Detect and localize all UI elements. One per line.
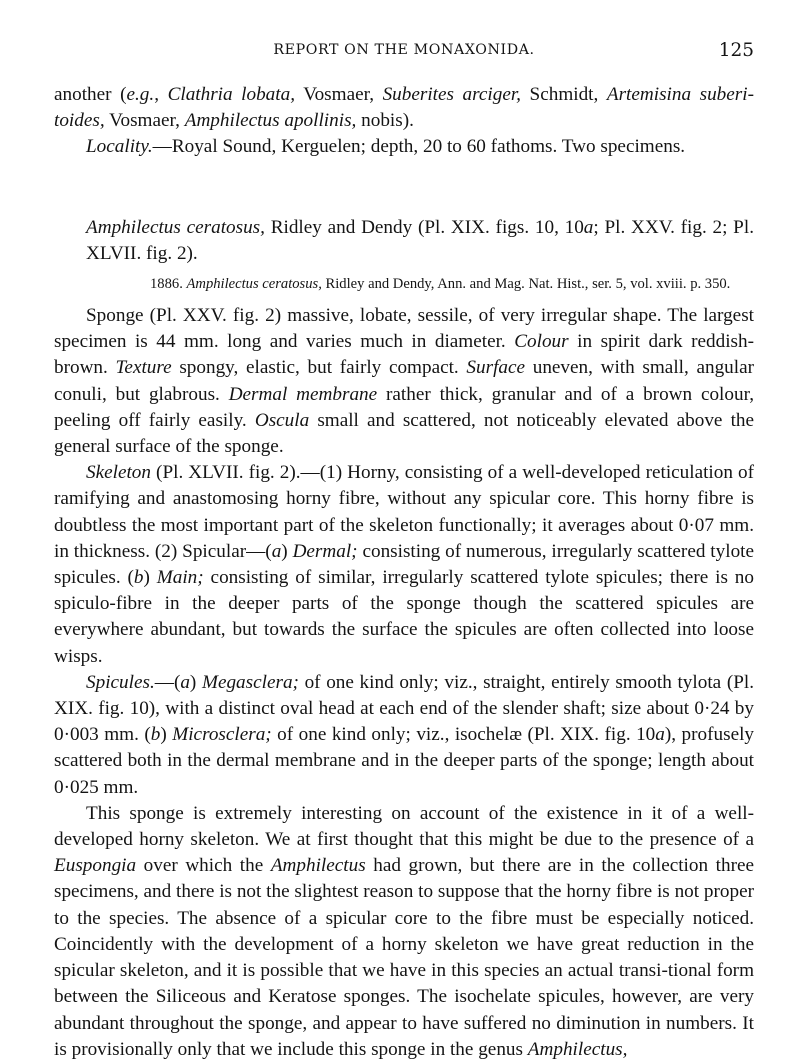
italic-run: b — [150, 724, 161, 746]
page-body — [54, 82, 754, 1063]
text-run: Schmidt, — [520, 84, 607, 105]
text-run: of one kind only; viz., isochelæ (Pl. XIX. fig. 10 — [271, 724, 656, 746]
italic-run: Artemisina suberi-toides, — [54, 84, 754, 132]
page-header — [54, 40, 754, 64]
paragraph-continuation — [54, 82, 754, 134]
text-run: Sponge (Pl. XXV. fig. 2) massive, lobate, sessile, of very irregular shape. The largest specimen is 44 mm. long and varies much in diameter. — [54, 305, 754, 353]
text-run: ), profusely scattered both in the dermal membrane and in the deeper parts of the sponge; length about 0·025 mm. — [54, 724, 755, 798]
text-run: of one kind only; viz., straight, entirely smooth tylota (Pl. XIX. fig. 10), with a distinct oval head at each end of the slender shaft; size about 0·24 by 0·003 mm. ( — [54, 671, 755, 746]
italic-run: b — [133, 567, 144, 589]
spicules-paragraph — [54, 670, 754, 801]
italic-run: Microsclera; — [172, 724, 272, 746]
species-heading — [54, 215, 754, 267]
italic-run: Amphilectus, — [527, 1038, 628, 1060]
italic-run: a — [583, 216, 594, 238]
text-run: Vosmaer, — [295, 84, 383, 105]
italic-run: a — [655, 724, 665, 746]
page-number: 125 — [718, 40, 754, 61]
text-run: Vosmaer, — [104, 110, 185, 132]
italic-run: a — [271, 540, 282, 562]
italic-run: Dermal membrane — [228, 383, 378, 405]
italic-run: Amphilectus apollinis, — [184, 110, 357, 132]
text-run: Ridley and Dendy, Ann. and Mag. Nat. Hist., ser. 5, vol. xviii. p. 350. — [321, 276, 731, 293]
text-run: consisting of numerous, irregularly scattered tylote spicules. ( — [54, 540, 755, 589]
text-run: —Royal Sound, Kerguelen; depth, 20 to 60 fathoms. Two specimens. — [152, 136, 686, 158]
skeleton-paragraph — [54, 460, 754, 670]
italic-run: Spicules. — [86, 671, 155, 693]
text-run: ) — [160, 724, 173, 746]
text-run: small and scattered, not noticeably elevated above the general surface of the sponge. — [54, 409, 755, 458]
italic-run: Amphilectus ceratosus, — [86, 216, 265, 238]
italic-run: Amphilectus ceratosus, — [186, 276, 322, 293]
text-run: in spirit dark reddish-brown. — [54, 331, 754, 379]
italic-run: Locality. — [86, 136, 153, 158]
italic-run: Euspongia — [54, 855, 137, 877]
italic-run: Dermal; — [292, 540, 358, 562]
italic-run: Texture — [115, 357, 172, 379]
italic-run: e.g. — [126, 84, 155, 105]
text-run: ) — [143, 567, 157, 589]
description-paragraph — [54, 303, 754, 460]
italic-run: Suberites arciger, — [382, 84, 521, 105]
italic-run: Oscula — [254, 409, 310, 431]
synonymy-citation — [150, 275, 754, 293]
text-run: (Pl. XLVII. fig. 2).—(1) Horny, consisting of a well-developed reticulation of ramifying and anastomosing horny fibre, without any spicular core. This horny fibre is doubtless the most important part of the skeleton functionally; it averages about 0·07 mm. in thickness. (2) Spicular—( — [54, 462, 754, 562]
italic-run: Main; — [156, 567, 204, 589]
text-run: ) — [189, 671, 202, 693]
italic-run: Amphilectus — [270, 855, 366, 877]
running-head: REPORT ON THE MONAXONIDA. — [273, 42, 535, 58]
text-run: This sponge is extremely interesting on account of the existence in it of a well-developed horny skeleton. We at first thought that this might be due to the presence of a — [54, 802, 754, 851]
discussion-paragraph — [54, 801, 754, 1063]
locality-paragraph — [54, 134, 754, 160]
italic-run: Skeleton — [86, 462, 151, 484]
text-run: uneven, with small, angular conuli, but glabrous. — [54, 357, 755, 405]
text-run: over which the — [136, 855, 271, 877]
text-run: consisting of similar, irregularly scattered tylote spicules; there is no spiculo-fibre in the deeper parts of the sponge though the scattered spicules are everywhere abundant, but towards the surface the spicules are often collected into loose wisps. — [54, 567, 754, 667]
text-run: —( — [154, 671, 181, 693]
italic-run: Surface — [466, 357, 526, 379]
text-run: ; Pl. XXV. fig. 2; Pl. XLVII. fig. 2). — [86, 216, 754, 264]
text-run: spongy, elastic, but fairly compact. — [171, 357, 467, 379]
text-run: nobis). — [356, 110, 414, 132]
text-run: , — [154, 84, 168, 105]
text-run: had grown, but there are in the collection three specimens, and there is not the slightest reason to suppose that the horny fibre is not proper to the species. The absence of a spicular core to the fibre must be especially noticed. Coincidently with the development of a horny skeleton we have great reduction in the spicular skeleton, and it is possible that we have in this species an actual transi-tional form between the Siliceous and Keratose sponges. The isochelate spicules, however, are very abundant throughout the sponge, and appear to have suffered no diminution in numbers. It is provisionally only that we include this sponge in the genus — [54, 855, 754, 1060]
italic-run: a — [180, 671, 190, 693]
text-run: Ridley and Dendy (Pl. XIX. figs. 10, 10 — [264, 216, 584, 238]
text-run: rather thick, granular and of a brown colour, peeling off fairly easily. — [54, 383, 754, 431]
italic-run: Clathria lobata, — [167, 84, 295, 105]
italic-run: Megasclera; — [201, 671, 299, 693]
italic-run: Colour — [514, 331, 569, 353]
text-run: ) — [281, 540, 293, 562]
text-run: another ( — [54, 84, 127, 105]
text-run: 1886. — [150, 276, 187, 293]
